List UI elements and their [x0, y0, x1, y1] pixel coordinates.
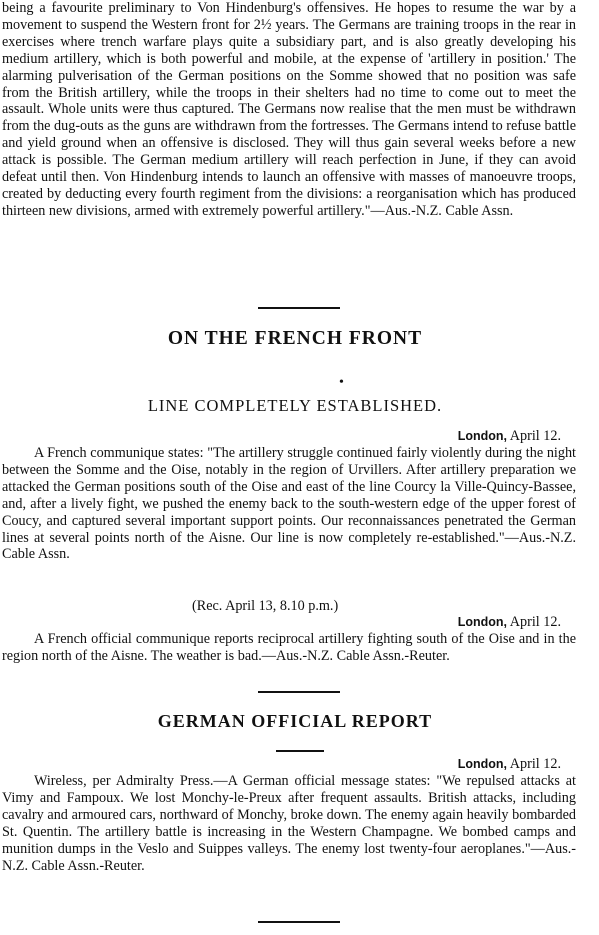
german-report-headline: GERMAN OFFICIAL REPORT — [157, 711, 433, 731]
headline-underline — [276, 750, 324, 752]
opening-paragraph: being a favourite preliminary to Von Hindenburg's offensives. He hopes to resume the war by a movement to suspend the Western front for 2½ years. The Germans are training troops in the rear in exercises where trench warfare plays quite a subsidiary part, and is also greatly developing his medium artillery, which is both powerful and mobile, at the expense of 'artillery in position.' The alarming pulverisation of the German positions on the Somme showed that no position was safe from the British artillery, while the troops in their shelters had no time to come out to meet the assault. Whole units were thus captured. The Germans now realise that the men must be withdrawn from the dug-outs as the guns are withdrawn from the fortresses. The Germans intend to refuse battle and yield ground when an offensive is disclosed. They will thus gain several weeks before a new attack is possible. The German medium artillery will reach perfection in June, if they can avoid defeat until then. Von Hindenburg intends to launch an offensive with masses of manoeuvre troops, created by deducting every fourth regiment from the divisions: a reorganisation which has produced thirteen new divisions, armed with extremely powerful artillery."—Aus.-N.Z. Cable Assn. — [2, 0, 576, 219]
dateline-french-1 — [458, 428, 561, 445]
received-timestamp: (Rec. April 13, 8.10 p.m.) — [192, 598, 339, 614]
section-divider-bottom — [258, 921, 340, 923]
french-dispatch-2-text: A French official communique reports reciprocal artillery fighting south of the Oise and in the region north of the Aisne. The weather is bad.—Aus.-N.Z. Cable Assn.-Reuter. — [2, 631, 576, 664]
dateline-french-2 — [458, 614, 561, 631]
dateline-date: April 12. — [509, 428, 561, 444]
dateline-date: April 12. — [509, 756, 561, 772]
dateline-place: London, — [457, 429, 507, 443]
french-dispatch-1-text: A French communique states: "The artillery struggle continued fairly violently during the night between the Somme and the Oise, notably in the region of Urvillers. After artillery preparation we attacked the German positions south of the Oise and east of the line Courcy la Ville-Quincy-Bassee, and, after a lively fight, we pushed the enemy back to the south-western edge of the upper forest of Coucy, and captured several important support points. Our reconnaissances penetrated the German lines at several points north of the Aisne. Our line is now completely re-established."—Aus.-N.Z. Cable Assn. — [2, 445, 576, 563]
dateline-place: London, — [457, 615, 507, 629]
ornament-dot: • — [339, 375, 344, 390]
dateline-place: London, — [457, 757, 507, 771]
french-front-subheading: LINE COMPLETELY ESTABLISHED. — [147, 396, 443, 415]
german-dispatch-text: Wireless, per Admiralty Press.—A German official message states: "We repulsed attacks at Vimy and Fampoux. We lost Monchy-le-Preux after frequent assaults. British attacks, including cavalry and armoured cars, northward of Monchy, broke down. The enemy again heavily bombarded St. Quentin. The artillery battle is increasing in the Western Champagne. We bombed camps and munition dumps in the Veslo and Suippes valleys. The enemy lost twenty-four aeroplanes."—Aus.-N.Z. Cable Assn.-Reuter. — [2, 773, 576, 874]
section-divider-middle — [258, 691, 340, 693]
section-divider-top — [258, 307, 340, 309]
french-front-headline: ON THE FRENCH FRONT — [167, 328, 423, 349]
dateline-date: April 12. — [509, 614, 561, 630]
dateline-german — [458, 756, 561, 773]
